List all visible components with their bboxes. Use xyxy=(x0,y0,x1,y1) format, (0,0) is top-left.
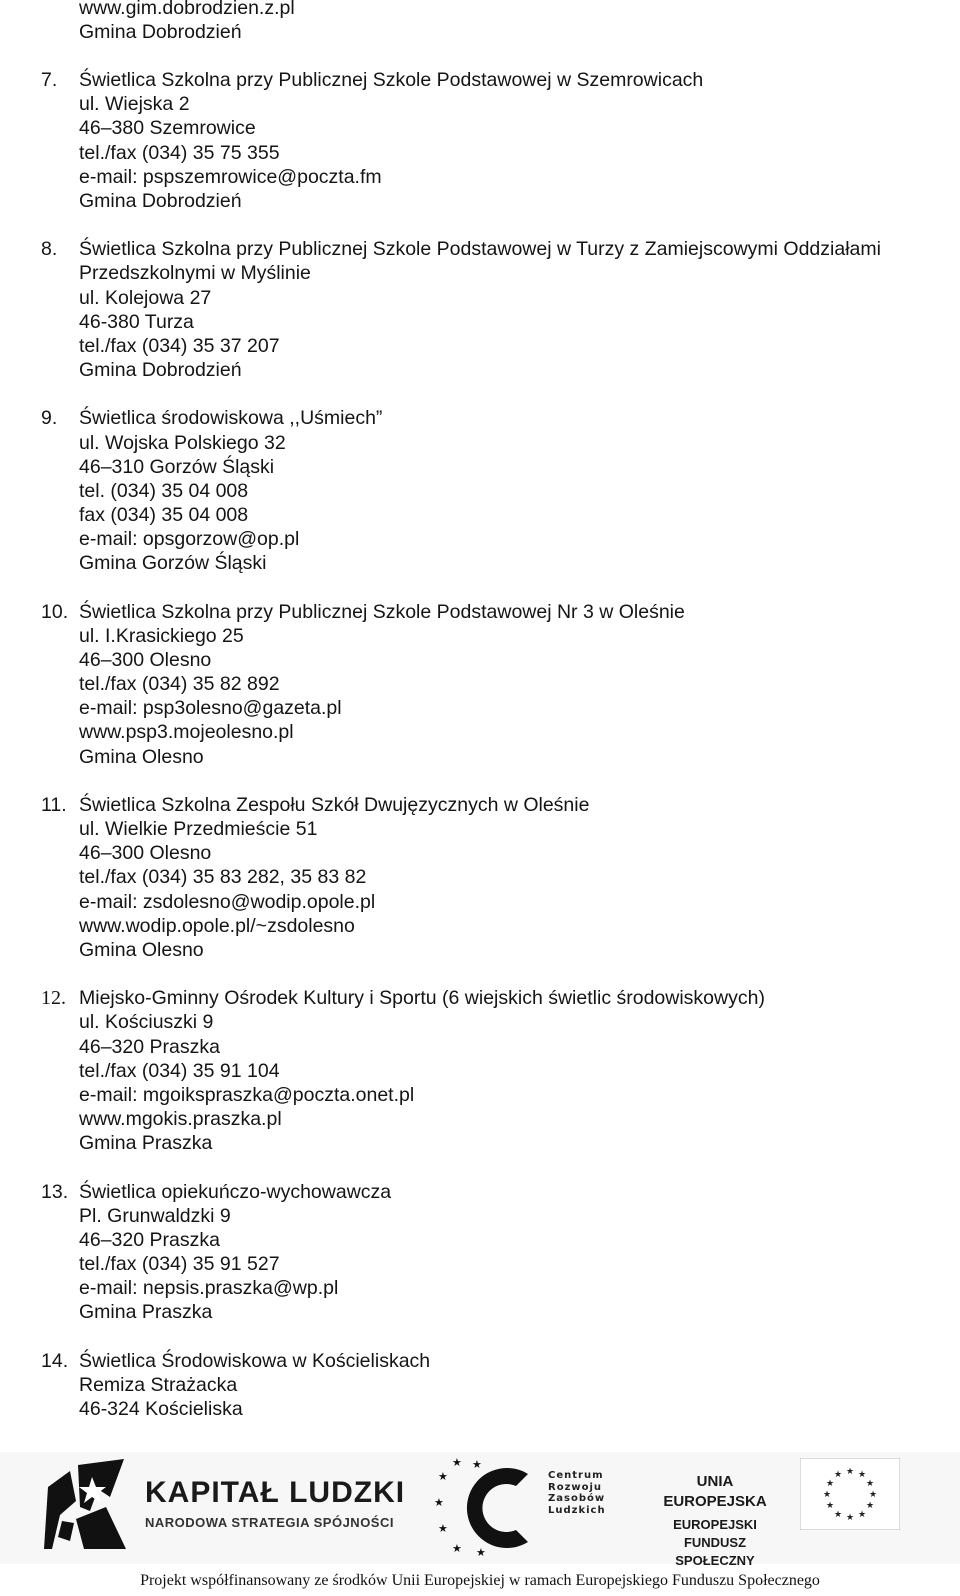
entry-postcode: 46–300 Olesno xyxy=(79,649,212,671)
entry-title: Świetlica Szkolna przy Publicznej Szkole Podstawowej w Turzy z Zamiejscowymi Oddziałami xyxy=(79,238,881,260)
entry-website: www.psp3.mojeolesno.pl xyxy=(79,721,294,743)
entry-street: ul. I.Krasickiego 25 xyxy=(79,625,244,647)
entry-gmina: Gmina Olesno xyxy=(79,746,204,768)
svg-text:★: ★ xyxy=(865,1501,875,1511)
kapital-ludzki-subtitle: NARODOWA STRATEGIA SPÓJNOŚCI xyxy=(145,1515,394,1530)
entry-number: 12. xyxy=(41,987,66,1009)
entry-phone: tel. (034) 35 04 008 xyxy=(79,480,249,502)
entry-gmina: Gmina Praszka xyxy=(79,1132,213,1154)
ue-subtitle-2: FUNDUSZ SPOŁECZNY xyxy=(675,1535,755,1568)
svg-text:★: ★ xyxy=(476,1546,486,1558)
entry-gmina: Gmina Olesno xyxy=(79,939,204,961)
entry-location: Remiza Strażacka xyxy=(79,1374,238,1396)
entry-title: Świetlica Szkolna przy Publicznej Szkole Podstawowej w Szemrowicach xyxy=(79,69,704,91)
entry-fax: fax (034) 35 04 008 xyxy=(79,504,249,526)
entry-gmina: Gmina Gorzów Śląski xyxy=(79,552,267,574)
entry-street: ul. Kolejowa 27 xyxy=(79,287,212,309)
entry-phone: tel./fax (034) 35 75 355 xyxy=(79,142,280,164)
svg-text:★: ★ xyxy=(845,1513,855,1523)
svg-text:★: ★ xyxy=(452,1542,462,1555)
entry-phone: tel./fax (034) 35 83 282, 35 83 82 xyxy=(79,866,367,888)
entry-street: ul. Wojska Polskiego 32 xyxy=(79,432,286,454)
svg-text:★: ★ xyxy=(845,1467,855,1477)
entry-title-cont: Przedszkolnymi w Myślinie xyxy=(79,262,311,284)
crzl-line: Centrum xyxy=(548,1470,604,1481)
kapital-ludzki-title: KAPITAŁ LUDZKI xyxy=(145,1476,406,1509)
entry-street: ul. Wielkie Przedmieście 51 xyxy=(79,818,318,840)
entry-title: Świetlica Szkolna Zespołu Szkół Dwujęzycznych w Oleśnie xyxy=(79,794,590,816)
entry-title: Świetlica Środowiskowa w Kościeliskach xyxy=(79,1350,431,1372)
entry-title: Świetlica opiekuńczo-wychowawcza xyxy=(79,1181,392,1203)
entry-email: e-mail: mgoikspraszka@poczta.onet.pl xyxy=(79,1084,415,1106)
ue-title: UNIA EUROPEJSKA xyxy=(663,1473,767,1510)
entry-postcode: 46-380 Turza xyxy=(79,311,194,333)
entry-phone: tel./fax (034) 35 82 892 xyxy=(79,673,280,695)
entry-website: www.mgokis.praszka.pl xyxy=(79,1108,282,1130)
entry-email: e-mail: opsgorzow@op.pl xyxy=(79,528,300,550)
entry-number: 13. xyxy=(41,1181,69,1203)
entry-phone: tel./fax (034) 35 37 207 xyxy=(79,335,280,357)
svg-text:★: ★ xyxy=(857,1470,867,1480)
svg-text:★: ★ xyxy=(825,1501,835,1511)
entry-email: e-mail: nepsis.praszka@wp.pl xyxy=(79,1277,339,1299)
svg-text:★: ★ xyxy=(868,1490,878,1500)
svg-text:★: ★ xyxy=(825,1479,835,1489)
crzl-line: Ludzkich xyxy=(548,1504,606,1516)
entry-gmina: Gmina Dobrodzień xyxy=(79,190,242,212)
entry-email: e-mail: pspszemrowice@poczta.fm xyxy=(79,166,382,188)
entry-phone: tel./fax (034) 35 91 104 xyxy=(79,1060,280,1082)
entry-number: 10. xyxy=(41,601,69,623)
entry-postcode: 46–320 Praszka xyxy=(79,1229,220,1251)
crzl-line: Zasobów xyxy=(548,1493,606,1504)
footer-logos-bar xyxy=(0,1452,960,1568)
entry-number: 14. xyxy=(41,1350,69,1372)
ue-subtitle-1: EUROPEJSKI xyxy=(673,1517,757,1532)
entry-website: www.wodip.opole.pl/~zsdolesno xyxy=(79,915,355,937)
entry-postcode: 46–380 Szemrowice xyxy=(79,117,256,139)
svg-text:★: ★ xyxy=(452,1458,462,1469)
project-funding-note: Projekt współfinansowany ze środków Unii Europejskiej w ramach Europejskiego Funduszu Społecznego xyxy=(140,1572,820,1589)
svg-text:★: ★ xyxy=(857,1510,867,1520)
entry-postcode: 46-324 Kościeliska xyxy=(79,1398,243,1420)
svg-text:★: ★ xyxy=(438,1522,448,1535)
svg-text:★: ★ xyxy=(434,1496,444,1509)
entry-number: 7. xyxy=(41,69,58,91)
entry-number: 8. xyxy=(41,238,58,260)
crzl-stars-c-icon xyxy=(432,1458,544,1558)
svg-text:★: ★ xyxy=(865,1479,875,1489)
entry-number: 9. xyxy=(41,407,58,429)
entry-phone: tel./fax (034) 35 91 527 xyxy=(79,1253,280,1275)
entry-postcode: 46–320 Praszka xyxy=(79,1036,220,1058)
entry-street: ul. Kościuszki 9 xyxy=(79,1011,214,1033)
entry-gmina: Gmina Praszka xyxy=(79,1301,213,1323)
eu-flag-icon xyxy=(800,1458,900,1530)
entry-number: 11. xyxy=(41,794,67,816)
entry-title: Świetlica środowiskowa ,,Uśmiech” xyxy=(79,407,383,429)
entry-postcode: 46–300 Olesno xyxy=(79,842,212,864)
entry-street: Pl. Grunwaldzki 9 xyxy=(79,1205,231,1227)
kapital-ludzki-emblem-icon xyxy=(40,1457,132,1557)
entry-street: ul. Wiejska 2 xyxy=(79,93,190,115)
entry-postcode: 46–310 Gorzów Śląski xyxy=(79,456,275,478)
header-gmina: Gmina Dobrodzień xyxy=(79,21,242,43)
entry-title: Miejsko-Gminny Ośrodek Kultury i Sportu (6 wiejskich świetlic środowiskowych) xyxy=(79,987,765,1009)
svg-text:★: ★ xyxy=(833,1510,843,1520)
svg-text:★: ★ xyxy=(438,1470,448,1483)
entry-title: Świetlica Szkolna przy Publicznej Szkole Podstawowej Nr 3 w Oleśnie xyxy=(79,601,685,623)
svg-text:★: ★ xyxy=(822,1490,832,1500)
svg-text:★: ★ xyxy=(833,1470,843,1480)
entry-gmina: Gmina Dobrodzień xyxy=(79,359,242,381)
svg-text:★: ★ xyxy=(472,1458,482,1471)
header-url: www.gim.dobrodzien.z.pl xyxy=(79,0,295,19)
entry-email: e-mail: zsdolesno@wodip.opole.pl xyxy=(79,891,376,913)
entry-email: e-mail: psp3olesno@gazeta.pl xyxy=(79,697,342,719)
crzl-line: Rozwoju xyxy=(548,1481,603,1493)
